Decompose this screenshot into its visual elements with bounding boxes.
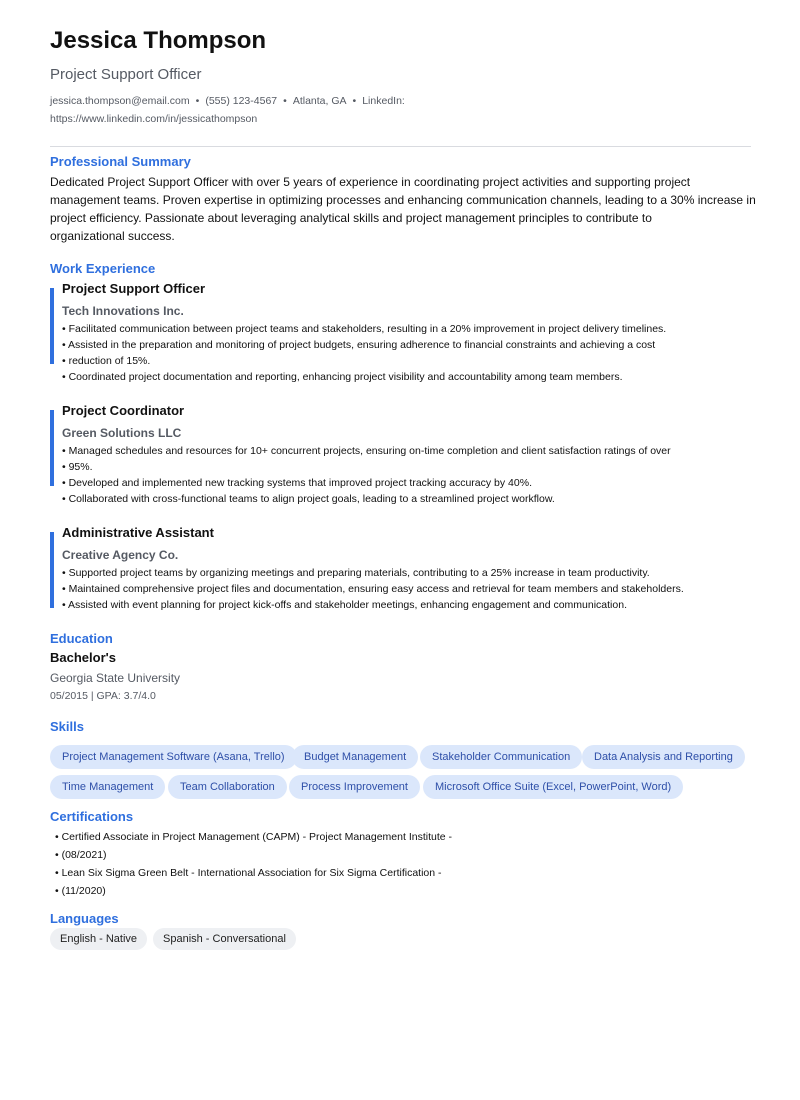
candidate-name: Jessica Thompson <box>50 27 267 54</box>
language-chip: English - Native <box>50 928 147 950</box>
job-accent-bar <box>50 410 54 486</box>
job-accent-bar <box>50 288 54 364</box>
job-role: Project Support Officer <box>62 281 206 296</box>
summary-text <box>50 173 768 245</box>
education-school: Georgia State University <box>50 671 181 685</box>
job-company: Creative Agency Co. <box>62 548 179 562</box>
separator: • <box>352 95 357 107</box>
education-meta: 05/2015 | GPA: 3.7/4.0 <box>50 690 156 702</box>
job-company: Tech Innovations Inc. <box>62 304 184 318</box>
email-link[interactable]: jessica.thompson@email.com <box>50 95 190 107</box>
section-heading-summary: Professional Summary <box>50 154 191 169</box>
separator: • <box>195 95 200 107</box>
skill-chip: Team Collaboration <box>168 775 287 799</box>
job-role: Administrative Assistant <box>62 525 214 540</box>
language-chip: Spanish - Conversational <box>153 928 296 950</box>
header-divider <box>50 146 751 147</box>
summary-line: management teams. Proven expertise in optimizing processes and enhancing communication channels, leading to a 30% increase in <box>50 193 756 207</box>
job-bullet: • Coordinated project documentation and reporting, enhancing project visibility and accountability among team members. <box>62 371 623 383</box>
job-bullet: • Managed schedules and resources for 10+ concurrent projects, ensuring on-time completion and client satisfaction ratings of over <box>62 445 671 457</box>
contact-line <box>50 95 405 107</box>
separator: • <box>283 95 287 107</box>
job-accent-bar <box>50 532 54 608</box>
summary-line: Dedicated Project Support Officer with over 5 years of experience in coordinating project activities and supporting project <box>50 175 691 189</box>
skill-chip: Data Analysis and Reporting <box>582 745 745 769</box>
linkedin-link[interactable]: https://www.linkedin.com/in/jessicathompson <box>50 113 258 125</box>
certification-item: • Certified Associate in Project Management (CAPM) - Project Management Institute - <box>55 831 453 843</box>
job-company: Green Solutions LLC <box>62 426 182 440</box>
section-heading-education: Education <box>50 631 113 646</box>
skill-chip: Budget Management <box>292 745 418 769</box>
job-entry <box>50 525 765 615</box>
section-heading-languages: Languages <box>50 911 119 926</box>
candidate-title: Project Support Officer <box>50 66 202 83</box>
job-bullet: • Developed and implemented new tracking systems that improved project tracking accuracy by 40%. <box>62 477 532 489</box>
linkedin-label: LinkedIn: <box>362 95 405 107</box>
job-bullet: • Maintained comprehensive project files and documentation, ensuring easy access and retrieval for team members and stakeholders. <box>62 583 684 595</box>
skill-chip: Time Management <box>50 775 165 799</box>
skill-chip: Microsoft Office Suite (Excel, PowerPoint, Word) <box>423 775 683 799</box>
job-entry <box>50 403 765 513</box>
certification-item: • (11/2020) <box>55 885 106 897</box>
job-entry <box>50 281 765 391</box>
job-role: Project Coordinator <box>62 403 185 418</box>
skill-chip: Project Management Software (Asana, Trello) <box>50 745 297 769</box>
certification-item: • (08/2021) <box>55 849 107 861</box>
summary-line: project efficiency. Passionate about leveraging analytical skills and project management principles to contribute to <box>50 211 652 225</box>
section-heading-skills: Skills <box>50 719 84 734</box>
job-bullet: • Facilitated communication between project teams and stakeholders, resulting in a 20% improvement in project delivery timelines. <box>62 323 667 335</box>
skill-chip: Process Improvement <box>289 775 420 799</box>
job-bullet: • Assisted in the preparation and monitoring of project budgets, ensuring adherence to financial constraints and achieving a cost <box>62 339 656 351</box>
section-heading-experience: Work Experience <box>50 261 156 276</box>
summary-line: organizational success. <box>50 229 175 243</box>
section-heading-certifications: Certifications <box>50 809 134 824</box>
certification-item: • Lean Six Sigma Green Belt - International Association for Six Sigma Certification - <box>55 867 442 879</box>
job-bullet: • 95%. <box>62 461 93 473</box>
skill-chip: Stakeholder Communication <box>420 745 582 769</box>
education-degree: Bachelor's <box>50 650 116 665</box>
job-bullet: • Collaborated with cross-functional teams to align project goals, leading to a streamlined project workflow. <box>62 493 555 505</box>
location-text: Atlanta, GA <box>292 95 347 107</box>
job-bullet: • reduction of 15%. <box>62 355 151 367</box>
job-bullet: • Supported project teams by organizing meetings and preparing materials, contributing to a 25% increase in team productivity. <box>62 567 650 579</box>
job-bullet: • Assisted with event planning for project kick-offs and stakeholder meetings, enhancing engagement and communication. <box>62 599 627 611</box>
phone-text: (555) 123-4567 <box>205 95 278 107</box>
